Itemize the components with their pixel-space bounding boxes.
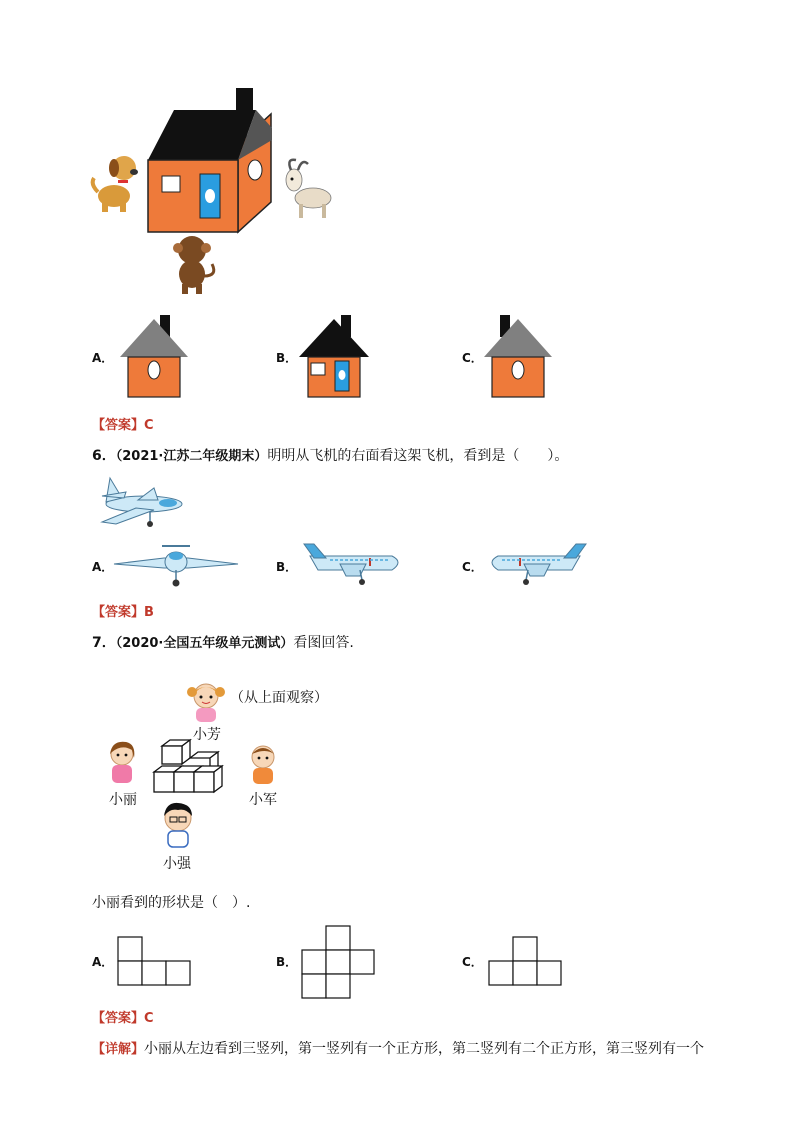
q5-option-c-label: C．: [462, 351, 483, 365]
q5-option-c-image[interactable]: [482, 313, 554, 399]
q5-option-a-image[interactable]: [118, 313, 190, 399]
q6-option-c-image[interactable]: [484, 540, 590, 588]
q5-answer: 【答案】C: [92, 418, 154, 433]
goat-illustration: [286, 160, 331, 218]
q7-option-c-image[interactable]: [488, 936, 564, 986]
q7-source: （2020·全国五年级单元测试）: [115, 636, 294, 651]
q6-airplane-image: [96, 474, 188, 530]
q7-answer: 【答案】C: [92, 1011, 154, 1026]
q6-option-a-label: A．: [92, 560, 114, 574]
q7-explanation: [92, 1039, 704, 1060]
dog-illustration: [93, 156, 138, 212]
q5-house-scene: [88, 84, 348, 299]
boy-bottom-illustration: [158, 800, 198, 850]
q6-option-a-image[interactable]: [112, 540, 240, 588]
q6-option-b-label: B．: [276, 560, 298, 574]
q7-explain-tag: 【详解】: [92, 1042, 145, 1057]
q6-number: 6．: [92, 448, 116, 464]
boy-right-illustration: [246, 742, 280, 786]
cube-arrangement: [150, 738, 228, 794]
girl-top-illustration: [186, 680, 226, 724]
q5-option-b-image[interactable]: [297, 313, 371, 399]
q6-option-b-image[interactable]: [300, 540, 406, 588]
name-xiaoli: 小丽: [109, 792, 137, 808]
name-xiaoqiang: 小强: [163, 856, 191, 872]
q5-option-b-label: B．: [276, 351, 298, 365]
q7-number: 7．: [92, 635, 116, 651]
q7-explain-text: 小丽从左边看到三竖列，第一竖列有一个正方形，第二竖列有二个正方形，第三竖列有一个: [144, 1041, 705, 1057]
q6-stem: 明明从飞机的右面看这架飞机，看到是（ ）。: [267, 448, 569, 464]
name-xiaofang: 小芳: [193, 727, 221, 743]
q7-option-c-label: C．: [462, 955, 483, 969]
q6-option-c-label: C．: [462, 560, 483, 574]
q6-source: （2021·江苏二年级期末）: [115, 449, 268, 464]
q7-observe-note: （从上面观察）: [230, 690, 328, 706]
q7-option-b-label: B．: [276, 955, 298, 969]
q6-answer: 【答案】B: [92, 605, 154, 620]
q5-option-a-label: A．: [92, 351, 114, 365]
q7-option-a-label: A．: [92, 955, 114, 969]
girl-left-illustration: [104, 738, 140, 786]
q7-option-b-image[interactable]: [301, 925, 377, 999]
q7-question: 小丽看到的形状是（ ）.: [92, 895, 251, 911]
name-xiaojun: 小军: [249, 792, 277, 808]
q7-stem: 看图回答.: [293, 635, 354, 651]
monkey-illustration: [173, 236, 214, 294]
q7-option-a-image[interactable]: [117, 936, 193, 986]
q7-stem-line: [92, 633, 354, 654]
q6-stem-line: [92, 446, 568, 467]
